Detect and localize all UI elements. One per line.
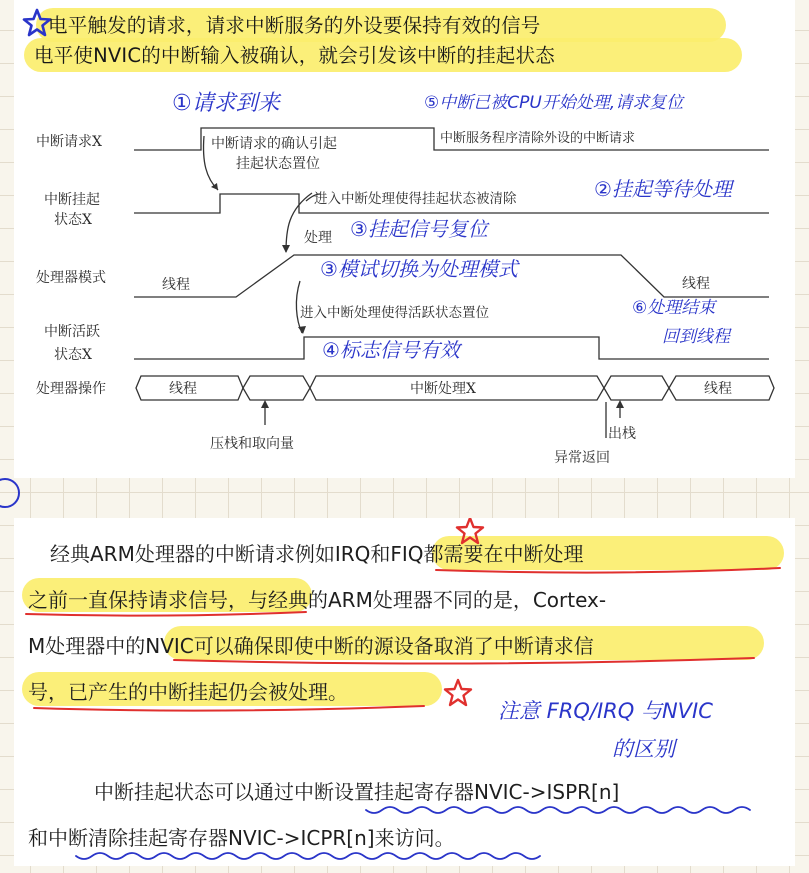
text-stacking: 压栈和取向量 — [210, 436, 294, 452]
text-thread-left: 线程 — [162, 277, 190, 293]
note-back-to-thread: 回到线程 — [662, 327, 730, 347]
text-pending-cleared: 进入中断处理使得挂起状态被清除 — [314, 191, 517, 207]
note-request-reset: ⑤中断已被CPU开始处理,请求复位 — [424, 93, 684, 113]
para1-line2: 之前一直保持请求信号，与经典的ARM处理器不同的是，Cortex- — [28, 588, 607, 612]
op-stacking-seg — [243, 376, 310, 400]
bottom-note-card — [14, 518, 795, 866]
text-handler: 处理 — [304, 230, 332, 246]
blue-wavy-underline-1 — [366, 807, 750, 813]
note-flag-valid: ④标志信号有效 — [322, 338, 460, 362]
text-exception-return: 异常返回 — [554, 450, 610, 466]
op-unstack-seg — [604, 376, 669, 400]
text-thread-right: 线程 — [682, 276, 710, 292]
red-underline-2 — [26, 612, 306, 616]
label-mode: 处理器模式 — [36, 270, 106, 286]
label-active-1: 中断活跃 — [44, 324, 100, 340]
label-ops: 处理器操作 — [36, 381, 106, 397]
note-difference: 的区别 — [612, 737, 675, 761]
para1-line3: M处理器中的NVIC可以确保即使中断的源设备取消了中断请求信 — [28, 634, 594, 658]
text-unstacking: 出栈 — [608, 426, 636, 442]
red-underline-3 — [174, 658, 754, 664]
pen-marks — [14, 518, 795, 866]
op-thread-left: 线程 — [169, 381, 197, 397]
para2-line1: 中断挂起状态可以通过中断设置挂起寄存器NVIC->ISPR[n] — [94, 780, 620, 804]
text-request-ack-2: 挂起状态置位 — [236, 156, 320, 172]
label-active-2: 状态X — [54, 347, 92, 363]
text-isr-clears: 中断服务程序清除外设的中断请求 — [440, 131, 636, 146]
note-pending-wait: ②挂起等待处理 — [594, 177, 732, 201]
arrowhead-2 — [282, 245, 290, 253]
note-handling-done: ⑥处理结束 — [632, 298, 716, 318]
red-underline-4 — [34, 706, 424, 711]
red-underline-1 — [436, 568, 780, 573]
note-frq-irq-nvic: 注意 FRQ/IRQ 与NVIC — [498, 699, 713, 723]
arrowhead-4 — [261, 400, 269, 408]
label-pending-2: 状态X — [54, 212, 92, 228]
op-thread-right: 线程 — [704, 381, 732, 397]
op-handler: 中断处理X — [410, 381, 476, 397]
para2-line2: 和中断清除挂起寄存器NVIC->ICPR[n]来访问。 — [28, 826, 455, 850]
text-active-set: 进入中断处理使得活跃状态置位 — [300, 305, 489, 321]
red-star-icon-top — [457, 518, 483, 543]
text-request-ack-1: 中断请求的确认引起 — [211, 136, 337, 152]
margin-circle-mark — [0, 478, 20, 508]
timing-diagram — [14, 0, 795, 478]
note-pending-reset: ③挂起信号复位 — [350, 217, 488, 241]
label-request: 中断请求X — [36, 134, 102, 150]
title-line-2: 电平使NVIC的中断输入被确认，就会引发该中断的挂起状态 — [34, 44, 555, 67]
blue-wavy-underline-2 — [76, 853, 540, 859]
para1-line4: 号，已产生的中断挂起仍会被处理。 — [28, 680, 348, 704]
top-note-card — [14, 0, 795, 478]
label-pending-1: 中断挂起 — [44, 192, 100, 208]
note-mode-switch: ③模试切换为处理模式 — [320, 257, 518, 281]
title-line-1: 电平触发的请求，请求中断服务的外设要保持有效的信号 — [48, 14, 541, 37]
note-request-arrives: ①请求到来 — [172, 91, 280, 116]
arrowhead-1 — [211, 183, 218, 190]
para1-line1: 经典ARM处理器的中断请求例如IRQ和FIQ都需要在中断处理 — [50, 542, 584, 566]
arrowhead-5 — [616, 400, 624, 408]
red-star-icon-inline — [445, 680, 471, 705]
